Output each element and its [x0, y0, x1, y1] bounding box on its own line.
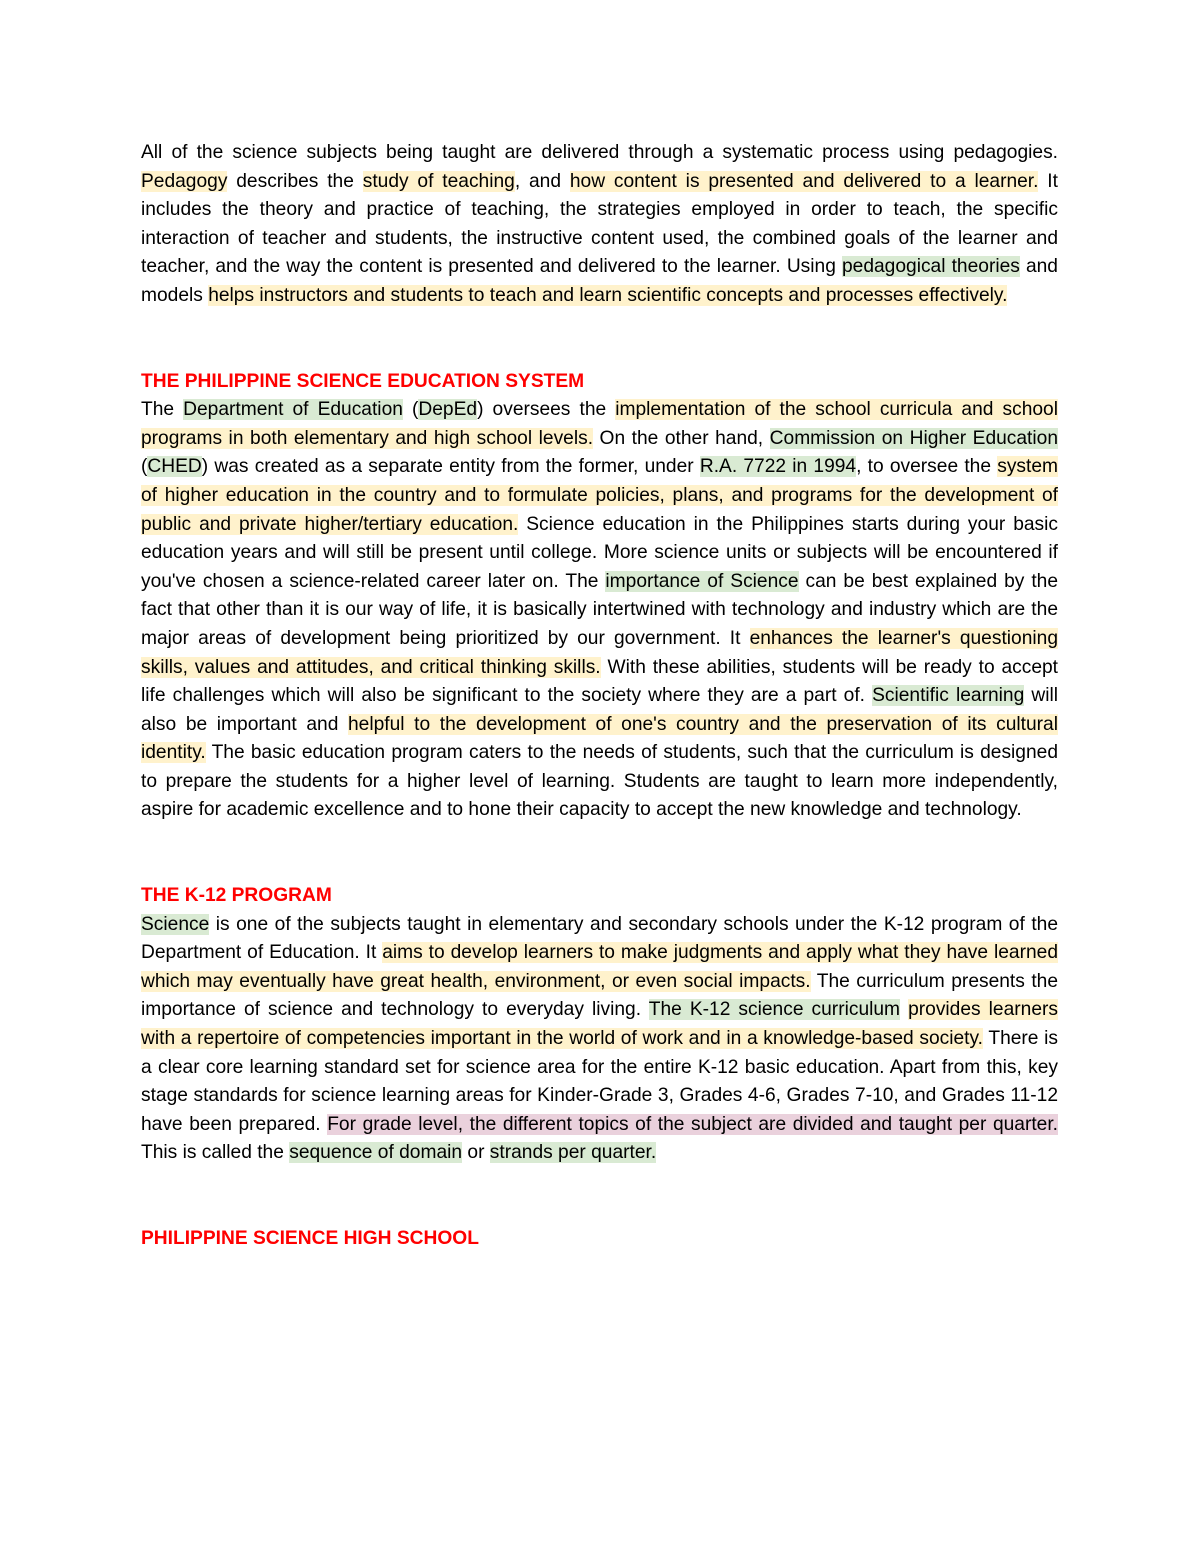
highlighted-text: Pedagogy: [141, 170, 228, 192]
body-text: This is called the: [141, 1142, 290, 1164]
highlighted-text: provides learners with a repertoire of competencies important in the world of work and in a knowledge-based society.: [141, 999, 1058, 1050]
spacer: [141, 825, 1058, 882]
document-page: [141, 139, 1058, 1254]
highlighted-text: system of higher education in the country and to formulate policies, plans, and programs for the development of public and private higher/tertiary education.: [141, 456, 1058, 535]
body-text: will also be important and: [141, 685, 1058, 735]
highlighted-text: Science: [141, 913, 210, 935]
highlighted-text: implementation of the school curricula and school programs in both elementary and high school levels.: [141, 399, 1058, 449]
highlighted-text: R.A. 7722 in 1994: [699, 456, 857, 478]
body-text: The: [141, 399, 184, 421]
highlighted-text: study of teaching: [362, 170, 515, 192]
science-education-system-paragraph: [141, 396, 1058, 825]
highlighted-text: Commission on Higher Education: [769, 427, 1058, 449]
highlighted-text: helpful to the development of one's country and the preservation of its cultural identity.: [141, 713, 1058, 764]
highlighted-text: aims to develop learners to make judgments and apply what they have learned which may eventually have great health, environment, or even social impacts.: [141, 942, 1058, 992]
body-text: It includes the theory and practice of teaching, the strategies employed in order to teach, the specific interaction of teacher and students, the instructive content used, the combined goals of the learner and teacher, and the way the content is presented and delivered to the learner. Using: [141, 170, 1058, 278]
highlighted-text: how content is presented and delivered to a learner.: [569, 170, 1039, 192]
body-text: On the other hand,: [593, 427, 770, 449]
spacer: [141, 1168, 1058, 1225]
highlighted-text: enhances the learner's questioning skills, values and attitudes, and critical thinking skills.: [141, 627, 1058, 678]
body-text: describes the: [227, 170, 363, 192]
body-text: All of the science subjects being taught are delivered through a systematic process using pedagogies.: [141, 142, 1058, 163]
body-text: , to oversee the: [856, 456, 998, 478]
highlighted-text: DepEd: [418, 399, 478, 421]
highlighted-text: CHED: [147, 456, 202, 478]
highlighted-text: strands per quarter.: [489, 1142, 657, 1164]
body-text: There is a clear core learning standard set for science area for the entire K-12 basic education. Apart from this, key stage standards for science learning areas for Kinder-Grade 3, Grades 4-6, Grades 7-10, and Grades 11-12 have been prepared.: [141, 1028, 1058, 1135]
body-text: is one of the subjects taught in elementary and secondary schools under the K-12 program of the Department of Education. It: [141, 913, 1058, 964]
body-text: or: [462, 1142, 490, 1164]
body-text: With these abilities, students will be ready to accept life challenges which will also be significant to the society where they are a part of.: [141, 656, 1058, 707]
highlighted-text: importance of Science: [605, 570, 799, 592]
section-heading-k12-program: THE K-12 PROGRAM: [141, 885, 332, 907]
k12-program-paragraph: [141, 911, 1058, 1168]
body-text: Science education in the Philippines starts during your basic education years and will still be present until college. More science units or subjects will be encountered if you've chosen a science-related career later on. The: [141, 513, 1058, 592]
section-heading-philippine-science-high-school: PHILIPPINE SCIENCE HIGH SCHOOL: [141, 1228, 479, 1249]
body-text: (: [141, 456, 148, 478]
highlighted-text: helps instructors and students to teach and learn scientific concepts and processes effectively.: [208, 284, 1008, 306]
body-text: , and: [514, 170, 570, 192]
highlighted-text: The K-12 science curriculum: [648, 999, 901, 1021]
body-text: The basic education program caters to the needs of students, such that the curriculum is designed to prepare the students for a higher level of learning. Students are taught to learn more independently, aspire for academic excellence and to hone their capacity to accept the new knowledge and technology.: [141, 742, 1058, 821]
body-text: The curriculum presents the importance of science and technology to everyday living.: [141, 970, 1059, 1021]
highlighted-text: For grade level, the different topics of the subject are divided and taught per quarter.: [327, 1113, 1059, 1135]
spacer: [141, 311, 1058, 368]
body-text: ) oversees the: [477, 399, 616, 421]
body-text: can be best explained by the fact that other than it is our way of life, it is basically intertwined with technology and industry which are the major areas of development being prioritized by our government. It: [141, 570, 1058, 649]
body-text: (: [402, 399, 419, 421]
body-text: and models: [141, 256, 1058, 306]
highlighted-text: Scientific learning: [872, 685, 1025, 707]
highlighted-text: sequence of domain: [289, 1142, 463, 1164]
highlighted-text: pedagogical theories: [842, 256, 1020, 278]
intro-paragraph: [141, 139, 1058, 311]
highlighted-text: Department of Education: [183, 399, 403, 421]
section-heading-science-education-system: THE PHILIPPINE SCIENCE EDUCATION SYSTEM: [141, 370, 585, 392]
body-text: ) was created as a separate entity from the former, under: [201, 456, 700, 478]
body-text: [900, 999, 908, 1020]
